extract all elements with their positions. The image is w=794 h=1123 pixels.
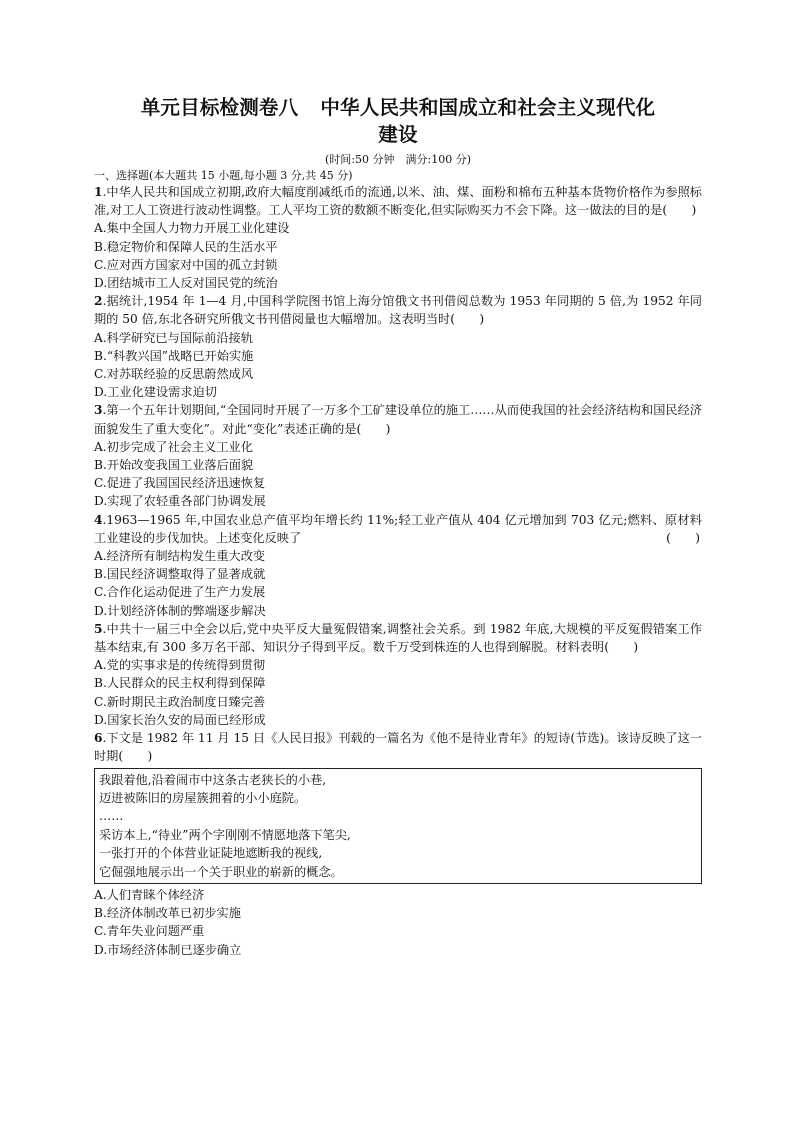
- exam-title: [94, 94, 702, 148]
- title-part-2: 中华人民共和国成立和社会主义现代化: [320, 96, 656, 119]
- exam-page: [94, 94, 702, 959]
- option-d[interactable]: D.国家长治久安的局面已经形成: [94, 712, 266, 727]
- poem-excerpt-box: [94, 768, 702, 884]
- poem-line: 采访本上,“待业”两个字刚刚不情愿地落下笔尖,: [99, 827, 351, 842]
- poem-line: ……: [99, 809, 124, 824]
- option-b[interactable]: B.经济体制改革已初步实施: [94, 906, 241, 921]
- question-text: .中共十一届三中全会以后,党中央平反大量冤假错案,调整社会关系。到 1982 年底,大规模的平反冤假错案工作基本结束,有 300 多万名干部、知识分子得到平反。数千万受到株连的人也得到解脱。材料表明( ): [94, 621, 702, 655]
- question-text: .据统计,1954 年 1—4 月,中国科学院图书馆上海分馆俄文书刊借阅总数为 1953 年同期的 5 倍,为 1952 年同期的 50 倍,东北各研究所俄文书刊借阅量也大幅增加。这表明当时( ): [94, 294, 702, 327]
- option-c[interactable]: C.促进了我国国民经济迅速恢复: [94, 476, 266, 491]
- option-a[interactable]: A.党的实事求是的传统得到贯彻: [94, 658, 266, 673]
- title-part-1: 单元目标检测卷八: [140, 96, 299, 119]
- option-a[interactable]: A.人们青睐个体经济: [94, 887, 205, 902]
- option-d[interactable]: D.团结城市工人反对国民党的统治: [94, 276, 278, 291]
- question-stem: [94, 511, 702, 547]
- question-stem: [94, 401, 702, 437]
- question-number: 3: [94, 403, 103, 418]
- question-text: .1963—1965 年,中国农业总产值平均年增长约 11%;轻工业产值从 404 亿元增加到 703 亿元;燃料、原材料工业建设的步伐加快。上述变化反映了: [94, 512, 702, 545]
- question-text: .中华人民共和国成立初期,政府大幅度削减纸币的流通,以米、油、煤、面粉和棉布五种基本货物价格作为参照标准,对工人工资进行波动性调整。工人平均工资的数额不断变化,但实际购买力不会下降。这一做法的目的是( ): [94, 185, 702, 218]
- poem-line: 它倔强地展示出一个关于职业的崭新的概念。: [99, 864, 343, 879]
- option-a[interactable]: A.科学研究已与国际前沿接轨: [94, 330, 253, 345]
- option-c[interactable]: C.新时期民主政治制度日臻完善: [94, 694, 266, 709]
- question-2: [94, 292, 702, 401]
- poem-line: 我跟着他,沿着闹市中这条古老狭长的小巷,: [99, 772, 327, 787]
- option-b[interactable]: B.国民经济调整取得了显著成就: [94, 567, 266, 582]
- option-b[interactable]: B.稳定物价和保障人民的生活水平: [94, 239, 278, 254]
- question-stem: [94, 292, 702, 328]
- question-6: [94, 729, 702, 959]
- question-stem: [94, 729, 702, 765]
- question-number: 5: [94, 621, 103, 636]
- question-number: 1: [94, 185, 103, 199]
- question-text: .下文是 1982 年 11 月 15 日《人民日报》刊载的一篇名为《他不是待业青年》的短诗(节选)。该诗反映了这一时期( ): [94, 731, 702, 764]
- option-b[interactable]: B.“科教兴国”战略已开始实施: [94, 348, 254, 363]
- section-heading: 一、选择题(本大题共 15 小题,每小题 3 分,共 45 分): [94, 169, 353, 182]
- question-number: 2: [94, 294, 103, 309]
- option-d[interactable]: D.实现了农轻重各部门协调发展: [94, 494, 266, 509]
- question-3: [94, 401, 702, 510]
- poem-line: 一张打开的个体营业证陡地遮断我的视线,: [99, 846, 323, 861]
- option-c[interactable]: C.青年失业问题严重: [94, 924, 205, 939]
- question-5: [94, 620, 702, 729]
- question-number: 4: [94, 512, 103, 527]
- answer-paren[interactable]: ( ): [666, 530, 700, 545]
- poem-line: 迈进被陈旧的房屋簇拥着的小小庭院。: [99, 790, 307, 805]
- option-d[interactable]: D.工业化建设需求迫切: [94, 385, 217, 400]
- option-a[interactable]: A.初步完成了社会主义工业化: [94, 439, 253, 454]
- option-a[interactable]: A.集中全国人力物力开展工业化建设: [94, 221, 290, 236]
- exam-time-score: (时间:50 分钟 满分:100 分): [325, 153, 471, 166]
- question-text: .第一个五年计划期间,“全国同时开展了一万多个工矿建设单位的施工……从而使我国的社会经济结构和国民经济面貌发生了重大变化”。对此“变化”表述正确的是( ): [94, 403, 702, 436]
- question-stem: [94, 620, 702, 656]
- question-number: 6: [94, 731, 103, 746]
- title-part-3: 建设: [378, 123, 418, 146]
- question-1: [94, 183, 702, 292]
- option-d[interactable]: D.计划经济体制的弊端逐步解决: [94, 603, 266, 618]
- option-b[interactable]: B.开始改变我国工业落后面貌: [94, 458, 254, 473]
- option-c[interactable]: C.对苏联经验的反思蔚然成风: [94, 367, 254, 382]
- option-b[interactable]: B.人民群众的民主权利得到保障: [94, 676, 266, 691]
- option-c[interactable]: C.合作化运动促进了生产力发展: [94, 585, 266, 600]
- option-d[interactable]: D.市场经济体制已逐步确立: [94, 942, 242, 957]
- question-stem: [94, 183, 702, 219]
- option-a[interactable]: A.经济所有制结构发生重大改变: [94, 549, 266, 564]
- question-4: [94, 511, 702, 620]
- option-c[interactable]: C.应对西方国家对中国的孤立封锁: [94, 257, 278, 272]
